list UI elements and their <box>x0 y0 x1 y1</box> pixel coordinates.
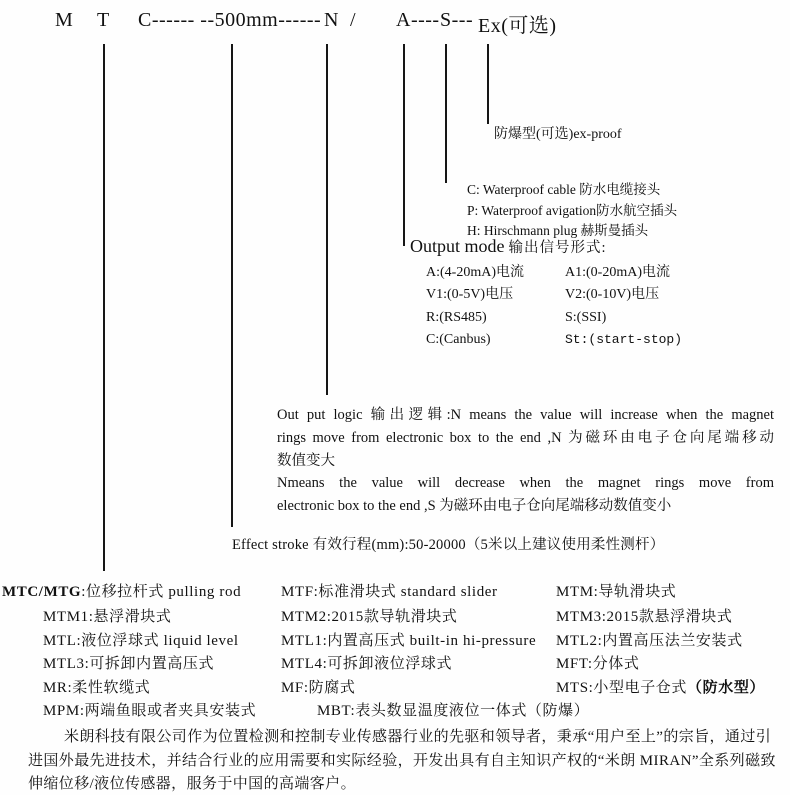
leader-line-exproof <box>487 44 489 124</box>
code-segment-c-500mm: C------ --500mm------ <box>138 9 322 31</box>
model-cell-mft: MFT:分体式 <box>556 656 640 672</box>
output-option-v2: V2:(0-10V)电压 <box>565 287 660 303</box>
model-cell-mtl1: MTL1:内置高压式 built-in hi-pressure <box>281 633 537 649</box>
model-cell-mpm: MPM:两端鱼眼或者夹具安装式 <box>43 703 257 719</box>
output-mode-row <box>426 307 706 329</box>
leader-line-stroke <box>231 44 233 527</box>
connector-type-list <box>467 180 677 242</box>
connector-option-avigation: P: Waterproof avigation防水航空插头 <box>467 202 678 218</box>
code-segment-a: A---- <box>396 9 440 31</box>
output-option-a1: A1:(0-20mA)电流 <box>565 265 670 280</box>
logic-line: 数值变大 <box>277 452 335 469</box>
logic-line: Nmeans the value will decrease when the magnet rings move from <box>277 475 774 492</box>
output-option-canbus: C:(Canbus) <box>426 332 491 348</box>
model-cell-mtm2: MTM2:2015款导轨滑块式 <box>281 609 458 625</box>
logic-line: electronic box to the end ,S 为磁环由电子仓向尾端移动数值变小 <box>277 498 672 515</box>
company-intro-line: 进国外最先进技术，并结合行业的应用需要和实际经验，开发出具有自主知识产权的“米朗 MIRAN”全系列磁致 <box>28 752 776 769</box>
model-cell-mr: MR:柔性软缆式 <box>43 680 151 696</box>
output-option-start-stop: St:(start-stop) <box>565 332 683 348</box>
output-mode-title <box>410 236 607 257</box>
output-mode-options <box>426 262 706 352</box>
code-segment-ex: Ex(可选) <box>478 15 557 37</box>
output-option-r: R:(RS485) <box>426 309 487 325</box>
waterproof-bold: （防水型） <box>687 680 766 696</box>
model-desc: MTS:小型电子仓式 <box>556 680 688 696</box>
model-cell-mtl4: MTL4:可拆卸液位浮球式 <box>281 656 453 672</box>
leader-line-output-mode <box>403 44 405 246</box>
connector-option-cable: C: Waterproof cable 防水电缆接头 <box>467 182 661 197</box>
model-cell-mtm: MTM:导轨滑块式 <box>556 584 677 600</box>
output-option-s: S:(SSI) <box>565 309 607 325</box>
model-cell-mtl: MTL:液位浮球式 liquid level <box>43 633 239 649</box>
output-mode-row <box>426 262 706 284</box>
logic-line: rings move from electronic box to the end ,N 为磁环由电子仓向尾端移动 <box>277 429 774 446</box>
model-cell-mtf: MTF:标准滑块式 standard slider <box>281 584 498 600</box>
logic-line: Out put logic 输出逻辑:N means the value will increase when the magnet <box>277 407 774 423</box>
exproof-label: 防爆型(可选)ex-proof <box>494 127 622 142</box>
output-option-a: A:(4-20mA)电流 <box>426 265 524 280</box>
model-cell-mf: MF:防腐式 <box>281 680 356 696</box>
code-segment-s: S--- <box>440 9 474 31</box>
company-intro-paragraph <box>28 726 776 795</box>
model-desc: :位移拉杆式 pulling rod <box>81 584 242 600</box>
leader-line-series <box>103 44 105 571</box>
output-option-v1: V1:(0-5V)电压 <box>426 287 514 303</box>
code-segment-n: N <box>324 9 339 31</box>
leader-line-connector <box>445 44 447 183</box>
code-segment-m: M <box>55 9 74 31</box>
output-mode-title-cn: 输出信号形式: <box>508 240 607 256</box>
model-cell-mts <box>556 676 765 697</box>
model-cell-mtl2: MTL2:内置高压法兰安装式 <box>556 633 743 649</box>
company-intro-line: 伸缩位移/液位传感器，服务于中国的高端客户。 <box>28 776 356 792</box>
output-mode-title-en: Output mode <box>410 236 505 256</box>
connector-option-hirschmann: H: Hirschmann plug 赫斯曼插头 <box>467 223 649 238</box>
output-mode-row <box>426 329 706 351</box>
model-cell-mtc-mtg <box>2 580 241 601</box>
model-cell-mtm1: MTM1:悬浮滑块式 <box>43 609 172 625</box>
code-segment-t: T <box>97 9 110 31</box>
company-intro-line: 米朗科技有限公司作为位置检测和控制专业传感器行业的先驱和领导者，秉承“用户至上”的宗旨，通过引 <box>64 729 772 745</box>
model-cell-mtm3: MTM3:2015款悬浮滑块式 <box>556 609 733 625</box>
leader-line-logic <box>326 44 328 395</box>
model-code-bold: MTC/MTG <box>2 584 82 600</box>
output-logic-paragraph <box>277 404 774 518</box>
model-cell-mbt: MBT:表头数显温度液位一体式（防爆） <box>317 703 590 719</box>
code-segment-slash: / <box>350 9 357 31</box>
output-mode-row <box>426 284 706 306</box>
model-cell-mtl3: MTL3:可拆卸内置高压式 <box>43 656 215 672</box>
effect-stroke-label: Effect stroke 有效行程(mm):50-20000（5米以上建议使用柔性测杆） <box>232 537 665 553</box>
